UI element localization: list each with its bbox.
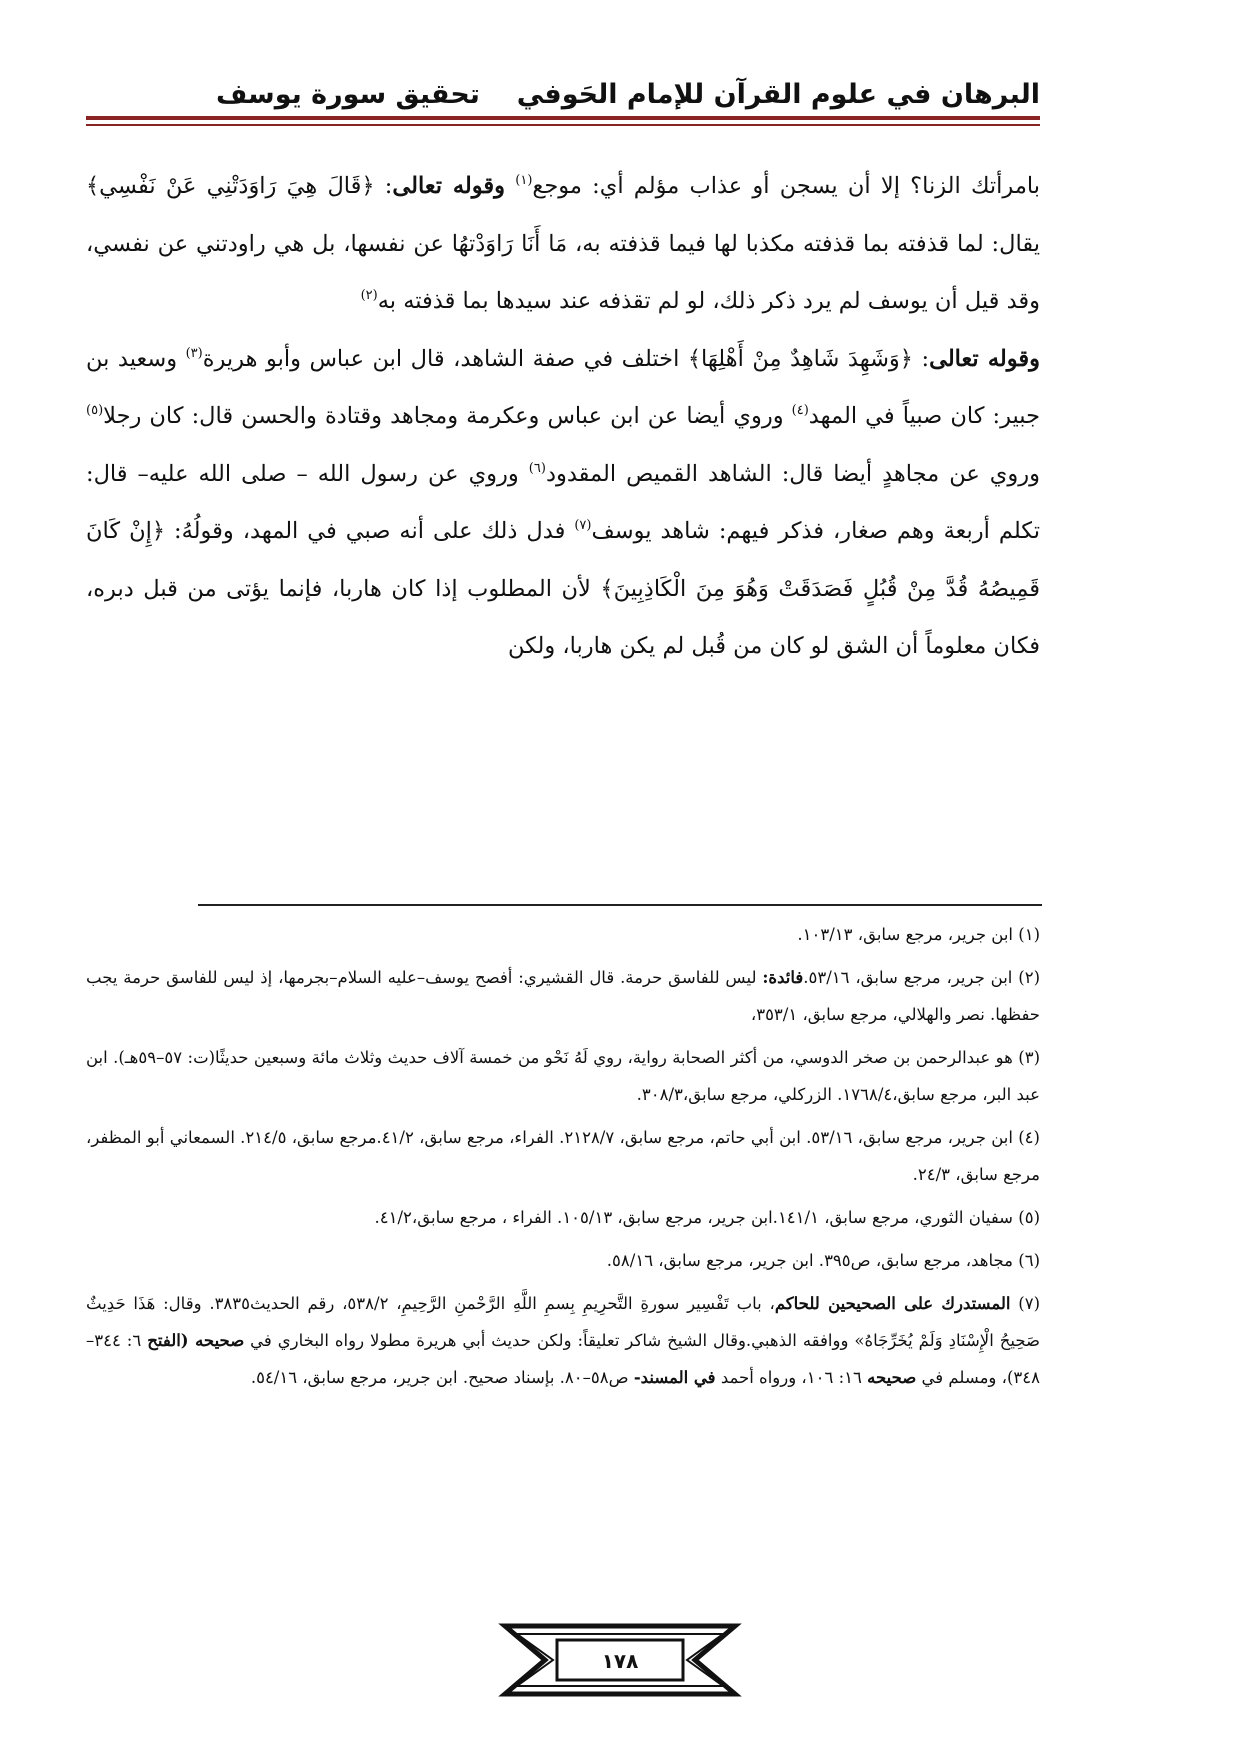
text-run: ص٥٨–٨٠. بإسناد صحيح. ابن جرير، مرجع سابق، ٥٤/١٦. (250, 1368, 634, 1387)
running-header (86, 66, 1040, 110)
text-run: وروي عن رسول الله – صلى الله عليه– قال: تكلم أربعة وهم صغار، فذكر فيهم: شاهد يوسف (86, 460, 1040, 544)
text-run: : ﴿قَالَ هِيَ رَاوَدَتْنِي عَنْ نَفْسِي﴾ يقال: لما قذفته بما قذفته مكذبا لها فيما قذفته به، مَا أَنَا رَاوَدْتهُا عن نفسها، بل هي راودتني عن نفسي، وقد قيل أن يوسف لم يرد ذكر ذلك، لو لم تقذفه عند سيدها بما قذفته به (86, 173, 1040, 314)
bold-run: صحيحه (الفتح (147, 1331, 245, 1350)
bold-run: فائدة: (762, 968, 804, 987)
text-run: وروي عن مجاهدٍ أيضا قال: الشاهد القميص المقدود (545, 460, 1040, 487)
footnote-ref: (٥) (86, 403, 104, 418)
text-run: (٢) ابن جرير، مرجع سابق، ٥٣/١٦. (803, 968, 1040, 987)
text-run: وروي أيضا عن ابن عباس وعكرمة ومجاهد وقتادة والحسن قال: كان رجلا (103, 403, 792, 429)
text-run: فدل ذلك على أنه صبي في المهد، وقولُهُ: ﴿إِنْ كَانَ قَمِيصُهُ قُدَّ مِنْ قُبُلٍ فَصَدَقَتْ وَهُوَ مِنَ الْكَاذِبِينَ﴾ لأن المطلوب إذا كان هاربا، فإنما يؤتى من قبل دبره، فكان معلوماً أن الشق لو كان من قُبل لم يكن هاربا، ولكن (86, 518, 1040, 659)
page-number: ١٧٨ (601, 1649, 639, 1673)
footnote-separator (198, 904, 1042, 906)
footnote-2 (86, 959, 1040, 1033)
header-book-title: البرهان في علوم القرآن للإمام الحَوفي (516, 79, 1040, 110)
bold-run: المستدرك على الصحيحين للحاكم (774, 1294, 1011, 1313)
footnote-6: (٦) مجاهد، مرجع سابق، ص٣٩٥. ابن جرير، مرجع سابق، ٥٨/١٦. (606, 1251, 1040, 1270)
header-rule-thin (86, 124, 1040, 126)
footnote-1: (١) ابن جرير، مرجع سابق، ١٠٣/١٣. (797, 925, 1040, 944)
footnote-ref: (٤) (791, 403, 809, 418)
footnote-ref: (٣) (185, 345, 203, 361)
text-run: ١٦: ١٠٦، ورواه أحمد (715, 1368, 868, 1387)
text-run: ليس للفاسق حرمة. قال القشيري: أفصح يوسف–عليه السلام–بجرمها، إذ ليس للفاسق حرمة يجب حفظها. نصر والهلالي، مرجع سابق، ٣٥٣/١، (86, 968, 1040, 1024)
footnote-ref: (٢) (360, 288, 378, 303)
bold-run: في المسند- (633, 1368, 716, 1387)
text-run: : ﴿وَشَهِدَ شَاهِدٌ مِنْ أَهْلِهَا﴾ اختلف في صفة الشاهد، قال ابن عباس وأبو هريرة (202, 345, 930, 372)
text-run: ٦: ٣٤٤–٣٤٨)، ومسلم في (86, 1331, 1040, 1387)
footnote-ref: (١) (515, 173, 533, 188)
text-run: (٧) (1010, 1294, 1040, 1313)
footnote-4: (٤) ابن جرير، مرجع سابق، ٥٣/١٦. ابن أبي حاتم، مرجع سابق، ٢١٢٨/٧. الفراء، مرجع سابق، ٤١/٢.مرجع سابق، ٢١٤/٥. السمعاني أبو المظفر، مرجع سابق، ٢٤/٣. (86, 1128, 1040, 1184)
footnote-ref: (٧) (574, 518, 592, 533)
main-text (86, 158, 1040, 676)
paragraph-1 (86, 158, 1040, 331)
header-section-title: تحقيق سورة يوسف (216, 79, 480, 110)
bold-run: وقوله تعالى (392, 173, 506, 199)
footnote-7 (86, 1285, 1040, 1396)
footnote-3: (٣) هو عبدالرحمن بن صخر الدوسي، من أكثر الصحابة رواية، روي لَهُ نَحْو من خمسة آلاف حديث وثلاث مائة وسبعين حديثًا(ت: ٥٧–٥٩هـ). ابن عبد البر، مرجع سابق،١٧٦٨/٤. الزركلي، مرجع سابق،٣٠٨/٣. (86, 1048, 1040, 1104)
footnote-5: (٥) سفيان الثوري، مرجع سابق، ١٤١/١.ابن جرير، مرجع سابق، ١٠٥/١٣. الفراء ، مرجع سابق،٤١/٢. (374, 1208, 1040, 1227)
text-run: ، باب تَفْسِير سورةِ التَّحرِيمِ بِسمِ اللَّهِ الرَّحْمنِ الرَّحِيمِ، ٥٣٨/٢، رقم الحديث٣٨٣٥. وقال: هَذَا حَدِيثٌ صَحِيحُ الْإِسْنَادِ وَلَمْ يُخَرِّجَاهُ» ووافقه الذهبي.وقال الشيخ شاكر تعليقاً: ولكن حديث أبي هريرة مطولا رواه البخاري في (86, 1294, 1041, 1350)
bold-run: وقوله تعالى (929, 345, 1040, 372)
header-rule-thick (86, 116, 1040, 120)
paragraph-2 (86, 331, 1040, 676)
bold-run: صحيحه (867, 1368, 917, 1387)
text-run: بامرأتك الزنا؟ إلا أن يسجن أو عذاب مؤلم أي: موجع (532, 173, 1041, 199)
footnotes (86, 916, 1040, 1402)
text-run: وسعيد بن جبير: كان صبياً في المهد (86, 345, 1040, 429)
footnote-ref: (٦) (528, 460, 546, 476)
